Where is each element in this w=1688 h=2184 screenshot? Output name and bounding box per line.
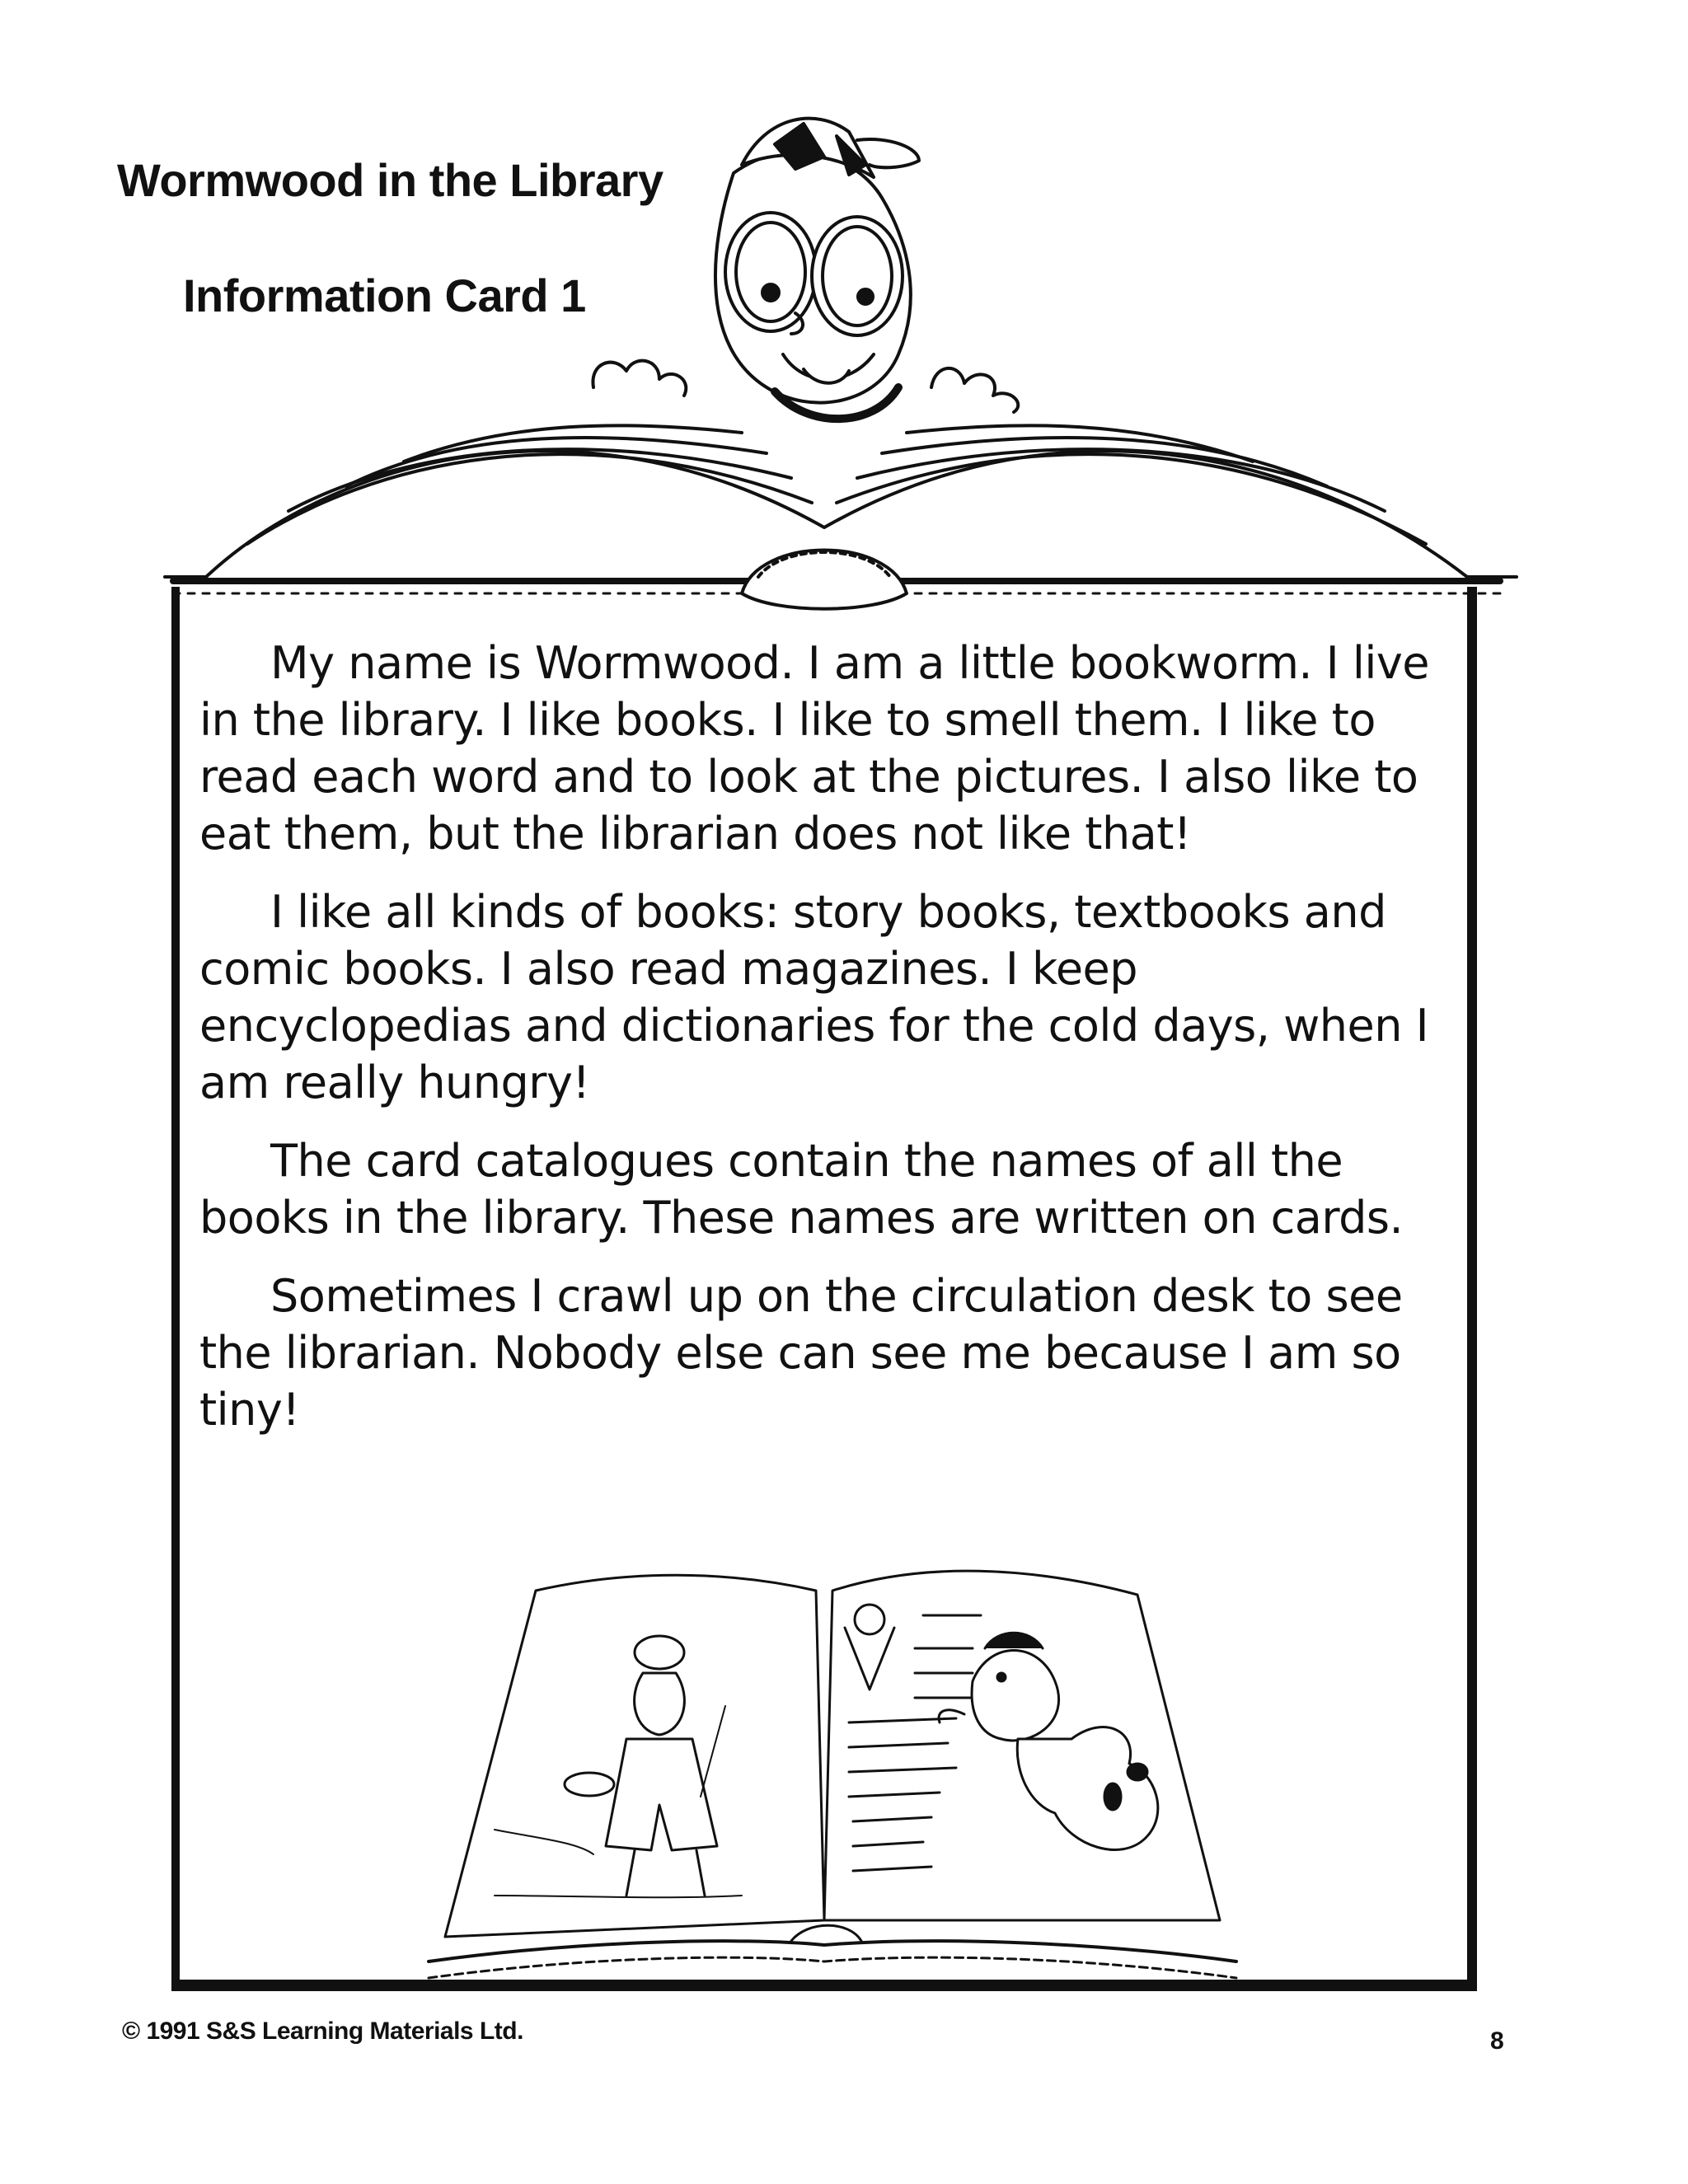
paragraph-4: Sometimes I crawl up on the circulation desk to see the librarian. Nobody else can see me because I am so tiny! <box>199 1270 1403 1436</box>
paragraph-3: The card catalogues contain the names of all the books in the library. These names are written on cards. <box>199 1135 1404 1244</box>
bookworm-top-illustration <box>165 119 1517 609</box>
copyright-notice: © 1991 S&S Learning Materials Ltd. <box>122 2018 523 2045</box>
paragraph-2: I like all kinds of books: story books, textbooks and comic books. I also read magazines. I keep encyclopedias and dictionaries for the cold days, when I am really hungry! <box>199 886 1429 1108</box>
page-title: Wormwood in the Library <box>117 154 663 206</box>
card-subtitle: Information Card 1 <box>183 269 586 321</box>
page-number: 8 <box>1490 2027 1504 2055</box>
card-text <box>199 635 1452 1460</box>
paragraph-1: My name is Wormwood. I am a little bookworm. I live in the library. I like books. I like to smell them. I like to read each word and to look at the pictures. I also like to eat them, but the librarian does not like that! <box>199 637 1430 860</box>
